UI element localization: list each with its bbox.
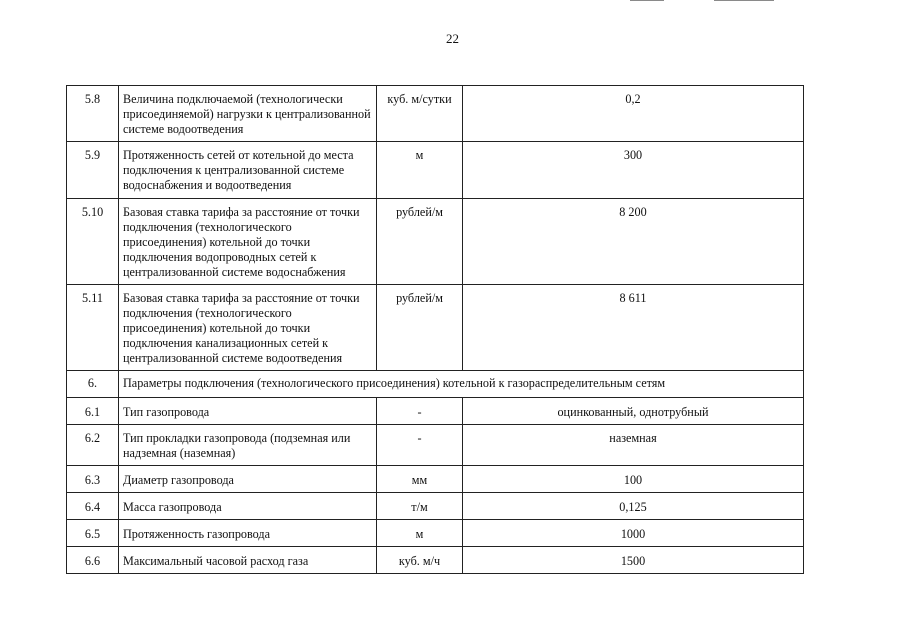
table-row xyxy=(67,199,804,285)
parameter-name: Величина подключаемой (технологически присоединяемой) нагрузки к централизованной системе водоотведения xyxy=(119,86,377,142)
table-row xyxy=(67,493,804,520)
parameter-value: 100 xyxy=(463,466,804,493)
table-row xyxy=(67,142,804,199)
table-row xyxy=(67,86,804,142)
parameter-value: 1000 xyxy=(463,520,804,547)
parameter-value: 0,125 xyxy=(463,493,804,520)
unit-of-measure: мм xyxy=(377,466,463,493)
parameter-name: Масса газопровода xyxy=(119,493,377,520)
row-number: 6.1 xyxy=(67,398,119,425)
unit-of-measure: - xyxy=(377,398,463,425)
scan-artifact-line xyxy=(714,0,774,1)
parameter-name: Диаметр газопровода xyxy=(119,466,377,493)
section-row xyxy=(67,371,804,398)
unit-of-measure: куб. м/сутки xyxy=(377,86,463,142)
unit-of-measure: - xyxy=(377,425,463,466)
parameter-name: Протяженность газопровода xyxy=(119,520,377,547)
unit-of-measure: рублей/м xyxy=(377,285,463,371)
row-number: 6.2 xyxy=(67,425,119,466)
row-number: 5.10 xyxy=(67,199,119,285)
section-number: 6. xyxy=(67,371,119,398)
row-number: 5.8 xyxy=(67,86,119,142)
unit-of-measure: куб. м/ч xyxy=(377,547,463,574)
table-row xyxy=(67,520,804,547)
parameter-name: Тип прокладки газопровода (подземная или надземная (наземная) xyxy=(119,425,377,466)
unit-of-measure: м xyxy=(377,142,463,199)
page-number: 22 xyxy=(446,31,459,46)
parameter-name: Тип газопровода xyxy=(119,398,377,425)
parameter-value: 8 200 xyxy=(463,199,804,285)
parameters-table xyxy=(66,85,804,574)
row-number: 6.3 xyxy=(67,466,119,493)
parameter-name: Протяженность сетей от котельной до места подключения к централизованной системе водоснабжения и водоотведения xyxy=(119,142,377,199)
row-number: 5.9 xyxy=(67,142,119,199)
table-row xyxy=(67,285,804,371)
row-number: 6.4 xyxy=(67,493,119,520)
row-number: 6.5 xyxy=(67,520,119,547)
unit-of-measure: т/м xyxy=(377,493,463,520)
scan-artifact-line xyxy=(630,0,664,1)
row-number: 5.11 xyxy=(67,285,119,371)
unit-of-measure: рублей/м xyxy=(377,199,463,285)
parameter-value: 1500 xyxy=(463,547,804,574)
parameter-value: 0,2 xyxy=(463,86,804,142)
parameter-value: 8 611 xyxy=(463,285,804,371)
row-number: 6.6 xyxy=(67,547,119,574)
table-row xyxy=(67,398,804,425)
unit-of-measure: м xyxy=(377,520,463,547)
table-row xyxy=(67,547,804,574)
parameter-value: 300 xyxy=(463,142,804,199)
table-row xyxy=(67,425,804,466)
parameter-value: наземная xyxy=(463,425,804,466)
parameter-name: Базовая ставка тарифа за расстояние от точки подключения (технологического присоединения) котельной до точки подключения канализационных сетей к централизованной системе водоотведения xyxy=(119,285,377,371)
parameter-name: Базовая ставка тарифа за расстояние от точки подключения (технологического присоединения) котельной до точки подключения водопроводных сетей к централизованной системе водоснабжения xyxy=(119,199,377,285)
table-row xyxy=(67,466,804,493)
parameter-name: Максимальный часовой расход газа xyxy=(119,547,377,574)
section-title: Параметры подключения (технологического присоединения) котельной к газораспределительным сетям xyxy=(119,371,804,398)
parameter-value: оцинкованный, однотрубный xyxy=(463,398,804,425)
